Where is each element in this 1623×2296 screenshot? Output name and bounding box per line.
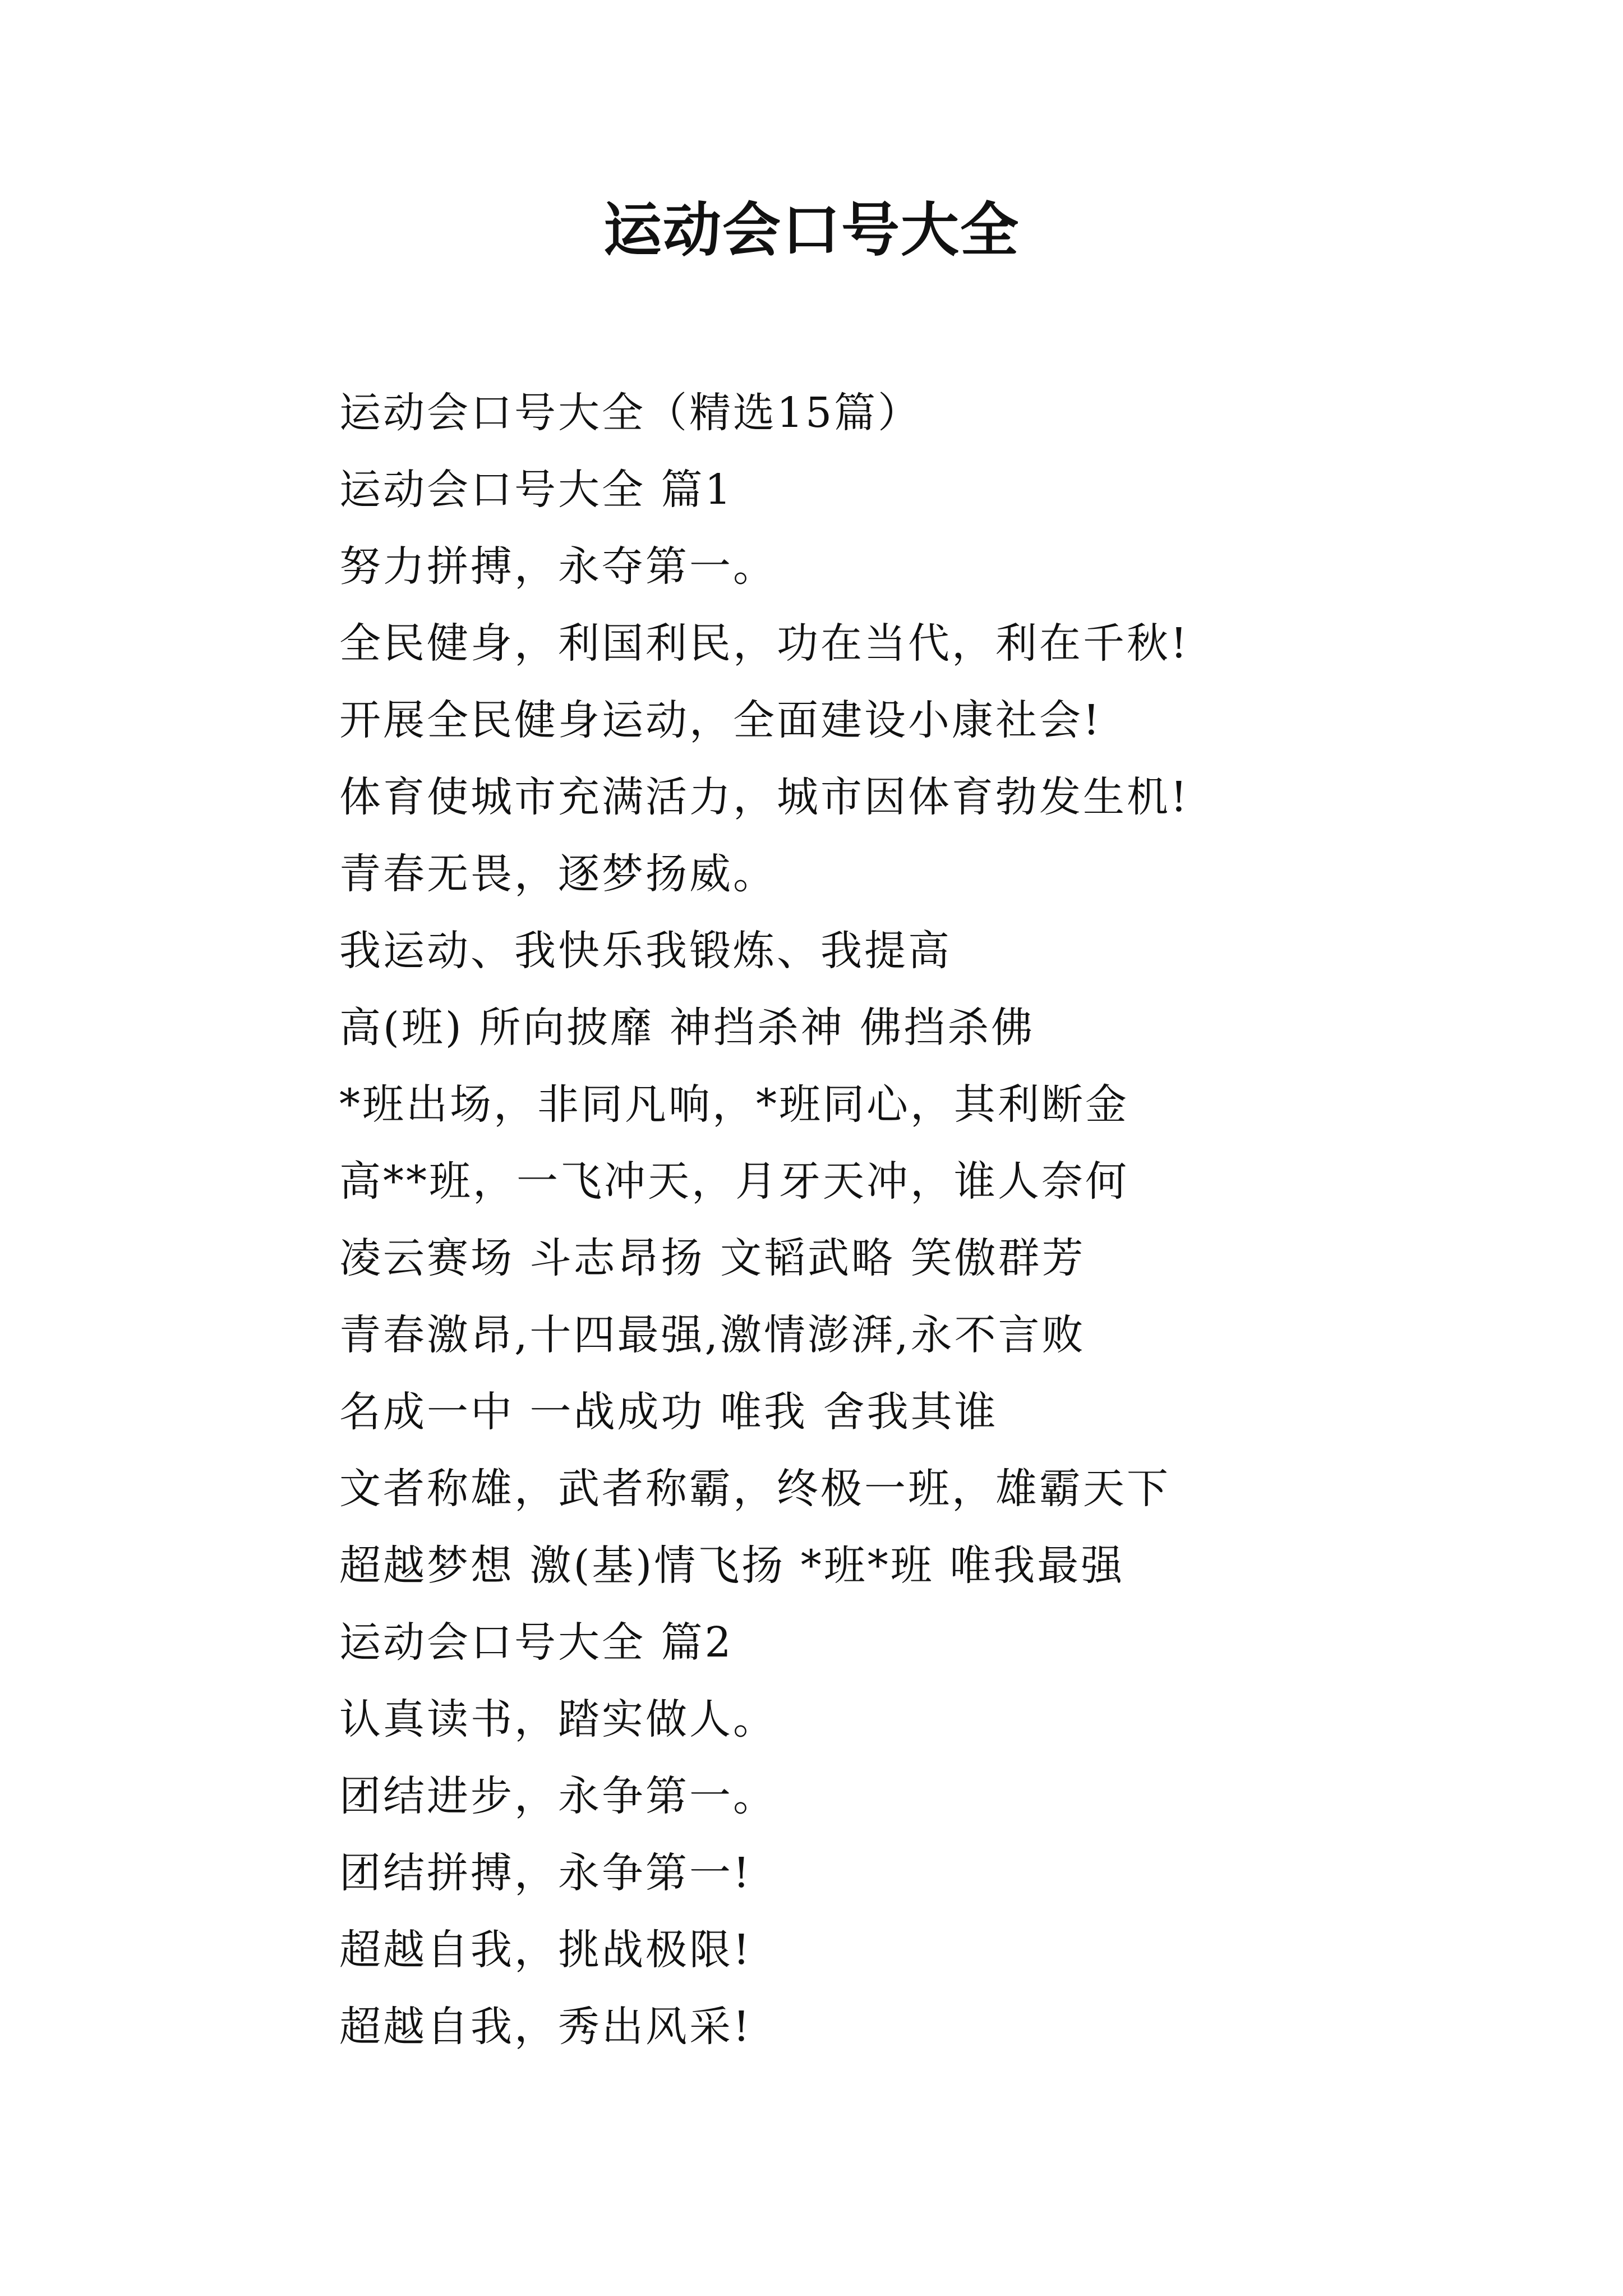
slogan-line: 超越梦想 激(基)情飞扬 *班*班 唯我最强 <box>339 1542 1125 1590</box>
subtitle-line: 运动会口号大全（精选15篇） <box>339 389 922 437</box>
section-heading-1: 运动会口号大全 篇1 <box>339 466 734 514</box>
slogan-line: 团结进步，永争第一。 <box>339 1772 777 1820</box>
slogan-line: 青春激昂,十四最强,激情澎湃,永不言败 <box>339 1311 1086 1359</box>
slogan-line: 超越自我，秀出风采! <box>339 2003 752 2051</box>
slogan-line: 青春无畏，逐梦扬威。 <box>339 850 777 898</box>
slogan-line: 高**班，一飞冲天，月牙天冲，谁人奈何 <box>339 1157 1129 1205</box>
slogan-line: 体育使城市充满活力，城市因体育勃发生机! <box>339 773 1189 821</box>
slogan-line: 认真读书，踏实做人。 <box>339 1695 777 1743</box>
document-title: 运动会口号大全 <box>603 195 1020 264</box>
slogan-line: 超越自我，挑战极限! <box>339 1926 752 1974</box>
slogan-line: 我运动、我快乐我锻炼、我提高 <box>339 927 952 975</box>
slogan-line: 团结拼搏，永争第一! <box>339 1849 752 1897</box>
section-heading-2: 运动会口号大全 篇2 <box>339 1618 734 1667</box>
slogan-line: 全民健身，利国利民，功在当代，利在千秋! <box>339 619 1189 668</box>
document-body <box>339 375 1517 2065</box>
slogan-line: 凌云赛场 斗志昂扬 文韬武略 笑傲群芳 <box>339 1234 1086 1282</box>
slogan-line: 名成一中 一战成功 唯我 舍我其谁 <box>339 1388 998 1436</box>
slogan-line: 高(班) 所向披靡 神挡杀神 佛挡杀佛 <box>339 1004 1035 1052</box>
slogan-line: *班出场，非同凡响，*班同心，其利断金 <box>339 1080 1129 1129</box>
slogan-line: 开展全民健身运动，全面建设小康社会! <box>339 696 1102 744</box>
slogan-line: 文者称雄，武者称霸，终极一班，雄霸天下 <box>339 1465 1170 1513</box>
slogan-line: 努力拼搏，永夺第一。 <box>339 542 777 591</box>
